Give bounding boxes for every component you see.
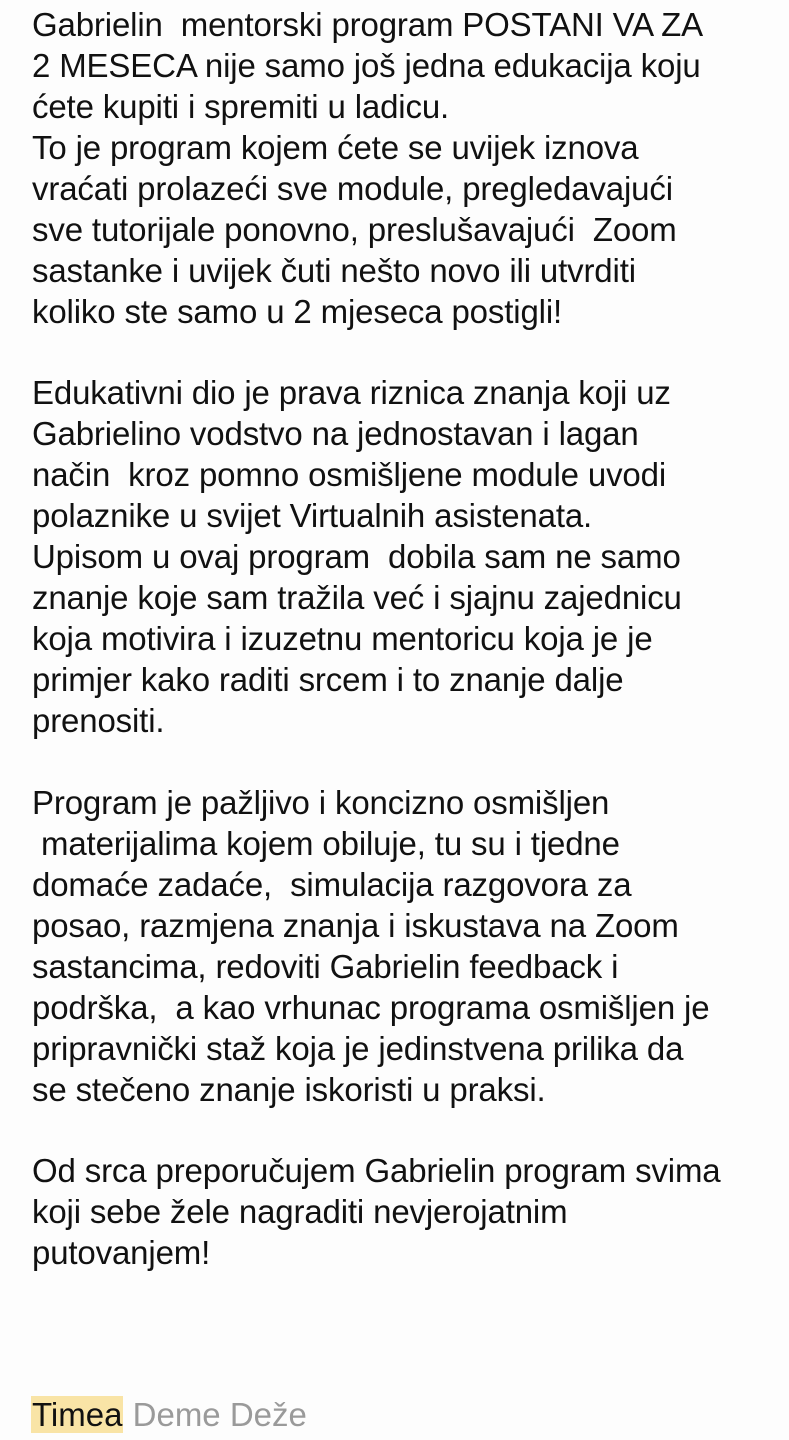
text-line: Program je pažljivo i koncizno osmišljen: [32, 784, 610, 821]
text-line: prenositi.: [32, 702, 165, 739]
text-line: se stečeno znanje iskoristi u praksi.: [32, 1071, 546, 1108]
author-signature: [31, 1394, 307, 1436]
text-line: Gabrielin mentorski program POSTANI VA ZA: [32, 6, 704, 43]
text-line: To je program kojem ćete se uvijek iznova: [32, 129, 639, 166]
text-line: primjer kako raditi srcem i to znanje dalje: [32, 661, 624, 698]
text-line: domaće zadaće, simulacija razgovora za: [32, 866, 632, 903]
paragraph-recommendation: [32, 1150, 772, 1273]
text-line: ćete kupiti i spremiti u ladicu.: [32, 88, 450, 125]
text-line: koliko ste samo u 2 mjeseca postigli!: [32, 293, 563, 330]
text-line: Upisom u ovaj program dobila sam ne samo: [32, 538, 681, 575]
text-line: koji sebe žele nagraditi nevjerojatnim: [32, 1193, 568, 1230]
text-line: polaznike u svijet Virtualnih asistenata.: [32, 497, 593, 534]
text-line: Od srca preporučujem Gabrielin program svima: [32, 1152, 721, 1189]
text-line: Gabrielino vodstvo na jednostavan i lagan: [32, 415, 639, 452]
paragraph-education: [32, 372, 772, 741]
text-line: putovanjem!: [32, 1234, 211, 1271]
text-line: podrška, a kao vrhunac programa osmišljen je: [32, 989, 710, 1026]
text-line: vraćati prolazeći sve module, pregledavajući: [32, 170, 673, 207]
text-line: Edukativni dio je prava riznica znanja koji uz: [32, 374, 671, 411]
author-last-name: Deme Deže: [123, 1396, 307, 1433]
paragraph-program: [32, 782, 772, 1110]
author-first-name: Timea: [32, 1396, 123, 1433]
text-line: materijalima kojem obiluje, tu su i tjedne: [32, 825, 620, 862]
text-line: sastancima, redoviti Gabrielin feedback i: [32, 948, 619, 985]
text-line: sastanke i uvijek čuti nešto novo ili utvrditi: [32, 252, 636, 289]
text-line: način kroz pomno osmišljene module uvodi: [32, 456, 667, 493]
text-line: pripravnički staž koja je jedinstvena prilika da: [32, 1030, 684, 1067]
text-line: sve tutorijale ponovno, preslušavajući Zoom: [32, 211, 677, 248]
text-line: 2 MESECA nije samo još jedna edukacija koju: [32, 47, 701, 84]
text-line: posao, razmjena znanja i iskustava na Zoom: [32, 907, 679, 944]
text-line: znanje koje sam tražila već i sjajnu zajednicu: [32, 579, 682, 616]
paragraph-intro: [32, 4, 772, 332]
text-line: koja motivira i izuzetnu mentoricu koja je je: [32, 620, 653, 657]
